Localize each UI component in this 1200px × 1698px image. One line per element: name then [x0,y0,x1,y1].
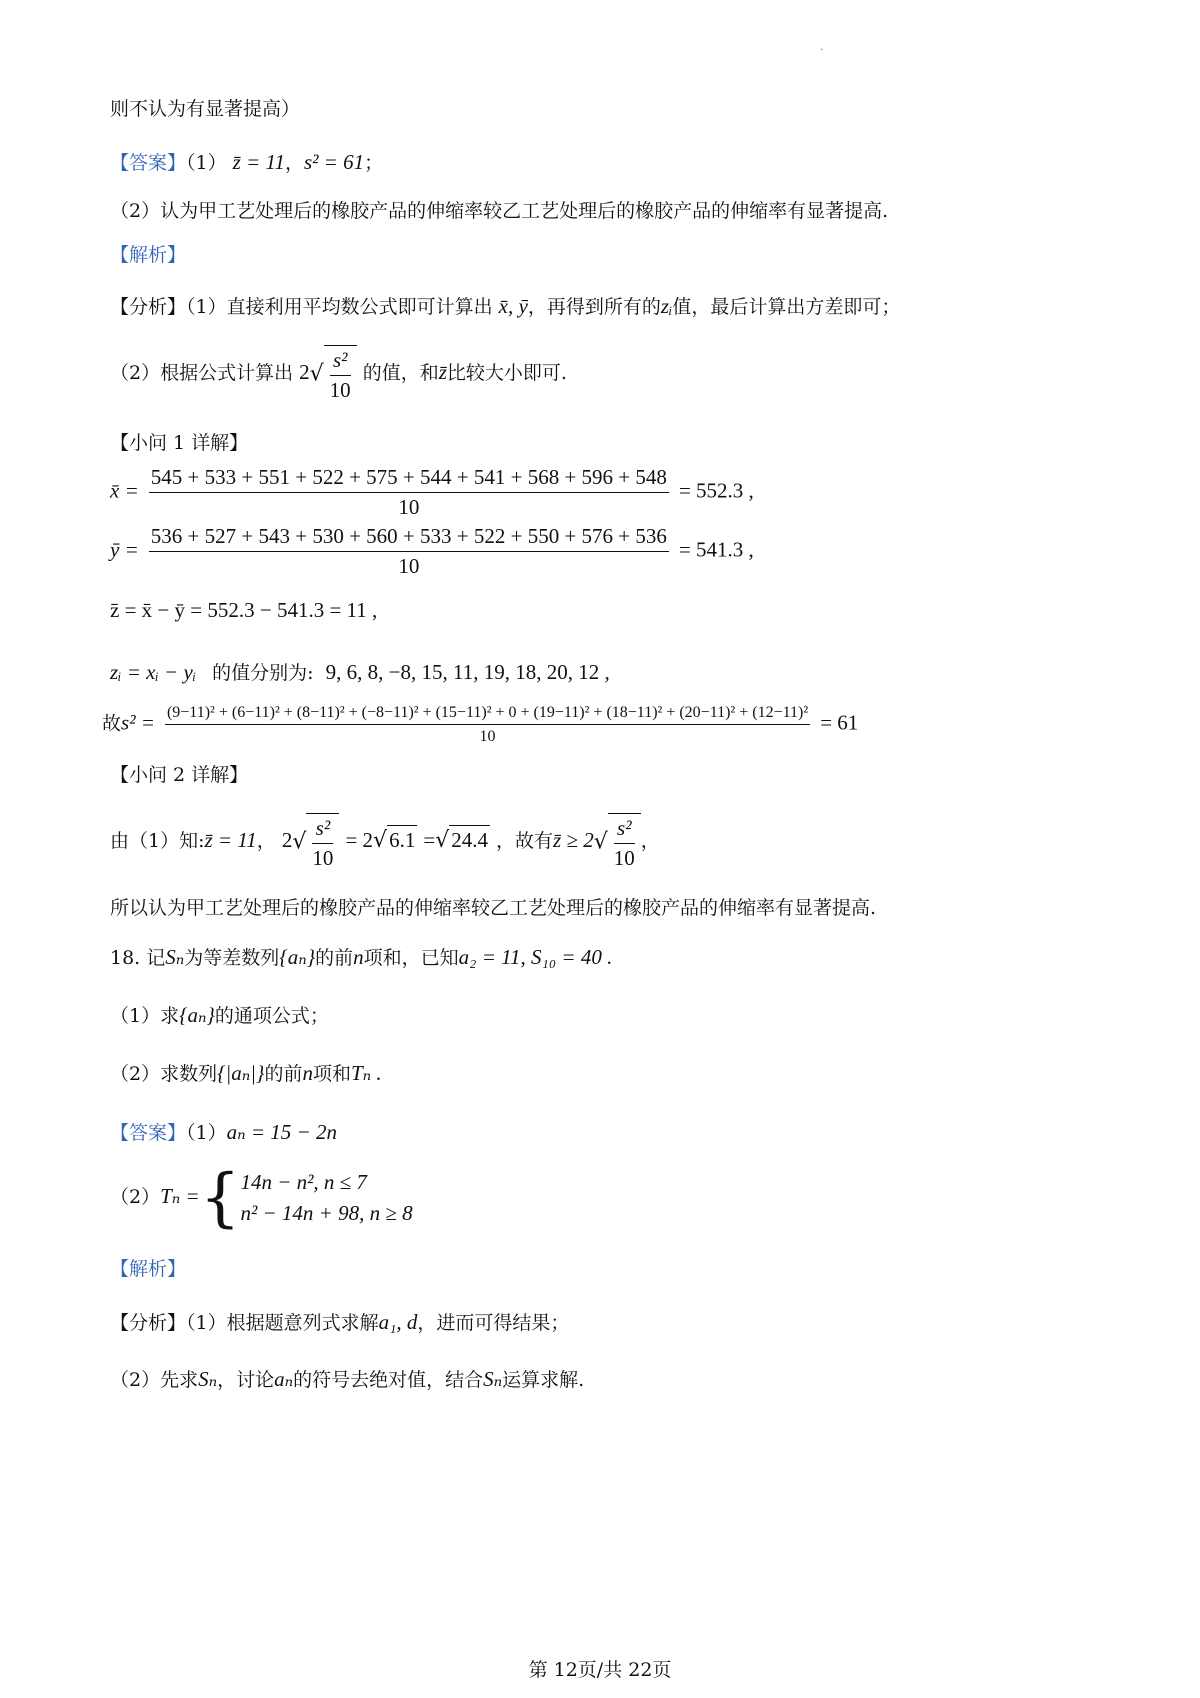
q18-ans2-lhs: Tₙ = [160,1184,200,1208]
q2-eq1: = 2 [345,828,374,853]
analysis-zi: zᵢ [660,294,673,318]
q18-an2-d: 运算求解. [502,1369,585,1391]
q18-an2-sn2: Sₙ [483,1367,503,1391]
jiexi-tag: 【解析】 [110,244,187,266]
analysis-17-line2 [110,345,567,403]
q2-sqrt-1: √ $\frac{\text{s²}}{10}$ [292,813,339,871]
q18-answer-1 [110,1120,337,1145]
q18-an2-a: （2）先求 [110,1369,199,1391]
q1-tag: 【小问 1 详解】 [110,432,249,454]
q18-an2-b: ，讨论 [217,1369,275,1391]
analysis-line2-c: 比较大小即可. [446,362,567,385]
analysis-line1-a: （1）直接利用平均数公式即可计算出 [186,296,493,318]
q18-analysis-2 [110,1367,584,1392]
q18-a: 18. 记 [110,947,166,969]
q18-given: a₂ = 11, S₁₀ = 40 . [458,945,613,969]
q18-an1-vars: a₁, d [378,1310,418,1334]
q2-sep: ， [256,830,276,853]
variance-rhs: = 61 [820,710,859,735]
analysis-tag: 【分析】 [110,296,187,318]
q18-b: 为等差数列 [184,947,280,969]
zi-values: 9, 6, 8, −8, 15, 11, 19, 18, 20, 12 , [325,660,610,684]
q2-num-2: s² [614,816,635,844]
ybar-lhs: ȳ = [110,537,139,562]
q18-sub2-tn: Tₙ . [350,1061,382,1085]
q2-conclusion: 所以认为甲工艺处理后的橡胶产品的伸缩率较乙工艺处理后的橡胶产品的伸缩率有显著提高. [110,897,877,919]
q18-an2-c: 的符号去绝对值，结合 [293,1369,484,1391]
q18-analysis-1 [110,1310,569,1335]
xbar-equation [110,465,754,520]
xbar-lhs: x̄ = [110,478,139,503]
q18-an-set: {aₙ} [279,945,316,969]
q2-zbar: z̄ = 11 [204,828,257,853]
q2-comparison: 由（1）知:z̄ = 11， 2√ $\frac{\text{s²}}{10}$ = 2√6.1 =√24.4 ，故有z̄ ≥ 2√ $\frac{\text{s²}}{10}$ ， [110,813,660,871]
answer-part1-prefix: （1） [186,152,227,174]
q18-answer-2 [110,1161,413,1235]
q2-b: ，故有 [496,830,554,853]
q18-sub2-b: 的前 [264,1063,303,1085]
q2-r1: 6.1 [387,825,417,853]
variance-equation [102,703,858,746]
q18-answer-tag: 【答案】 [110,1122,187,1144]
sqrt-expression: √ $\frac{\text{s²}}{10}$ [310,345,357,403]
analysis-line1-b: ，再得到所有的 [527,296,661,318]
analysis-xy: x̄, ȳ [498,294,528,318]
answer-tag: 【答案】 [110,152,187,174]
q18-an2-sn: Sₙ [198,1367,218,1391]
zi-lhs: zᵢ = xᵢ − yᵢ [110,660,197,684]
analysis-17-line1 [110,294,900,319]
ybar-equation [110,524,754,579]
q2-eq2: = [423,828,436,853]
q2-den: 10 [312,846,334,871]
analysis-coef: 2 [299,360,310,385]
variance-prefix: 故 [102,712,122,735]
q2-r2: 24.4 [449,825,490,853]
q18-jiexi-tag: 【解析】 [110,1258,187,1280]
q18-sub2 [110,1061,382,1086]
xbar-denominator: 10 [398,495,420,520]
answer-17-part2: （2）认为甲工艺处理后的橡胶产品的伸缩率较乙工艺处理后的橡胶产品的伸缩率有显著提高. [110,200,889,222]
q2-den-2: 10 [613,846,635,871]
variance-numerator: (9−11)² + (6−11)² + (8−11)² + (−8−11)² + (15−11)² + 0 + (19−11)² + (18−11)² + (20−11)² + (12−11)² [165,703,810,725]
ybar-numerator: 536 + 527 + 543 + 530 + 560 + 533 + 522 + 550 + 576 + 536 [149,524,669,552]
scan-dot: · [820,45,824,56]
q2-tag: 【小问 2 详解】 [110,764,249,786]
q2-zge: z̄ ≥ 2 [553,828,594,853]
sqrt-num: s² [330,348,351,376]
q18-analysis-tag: 【分析】 [110,1312,187,1334]
q2-coef: 2 [281,828,293,853]
q18-ans1: aₙ = 15 − 2n [226,1120,337,1144]
q18-sub1-a: （1）求 [110,1005,180,1027]
xbar-rhs: = 552.3 , [678,478,754,503]
zi-values-line [110,660,610,685]
left-brace-icon: { [199,1161,241,1235]
q18-sub1-set: {aₙ} [179,1003,215,1027]
sqrt-den: 10 [329,378,351,403]
q18-ans2-prefix: （2） [110,1186,161,1208]
q18-sub2-c: 项和 [312,1063,351,1085]
answer-zbar: z̄ = 11 [232,150,285,174]
analysis-line1-c: 值，最后计算出方差即可； [672,296,901,318]
q18-c: 的前 [315,947,354,969]
q18-sn: Sₙ [165,945,185,969]
xbar-numerator: 545 + 533 + 551 + 522 + 575 + 544 + 541 + 568 + 596 + 548 [149,465,669,493]
q18-statement [110,945,612,970]
answer-17-line1 [110,150,383,175]
page-footer: 第 12页/共 22页 [528,1659,672,1681]
q18-an1-a: （1）根据题意列式求解 [186,1312,379,1334]
variance-lhs: s² = [121,710,155,735]
q18-sub2-a: （2）求数列 [110,1063,218,1085]
q18-sub1-b: 的通项公式； [214,1005,329,1027]
q2-sqrt-2: √ $\frac{\text{s²}}{10}$ [594,813,641,871]
zbar-equation: z̄ = x̄ − ȳ = 552.3 − 541.3 = 11 , [110,598,378,622]
q18-case-2: n² − 14n + 98, n ≥ 8 [240,1201,413,1225]
q18-an1-b: ，进而可得结果； [417,1312,570,1334]
q2-num: s² [312,816,333,844]
q18-sub1 [110,1003,329,1028]
q2-end: ， [640,830,660,853]
top-note: 则不认为有显著提高） [110,98,301,120]
q18-ans1-prefix: （1） [186,1122,227,1144]
analysis-line2-a: （2）根据公式计算出 [110,362,294,385]
variance-denominator: 10 [479,728,496,746]
answer-end: ； [364,152,384,174]
q18-cases [240,1167,412,1230]
q18-case-1: 14n − n², n ≤ 7 [240,1169,367,1194]
q18-n: n [353,945,364,969]
q2-a: 由（1）知: [110,830,205,853]
analysis-line2-b: 的值，和 [362,362,439,385]
ybar-rhs: = 541.3 , [678,537,754,562]
q18-sub2-set: {|aₙ|} [217,1061,265,1085]
answer-sep: ， [284,152,304,174]
ybar-denominator: 10 [398,554,420,579]
analysis-zbar: z̄ [438,360,447,385]
answer-s2: s² = 61 [303,150,365,174]
q18-d: 项和，已知 [363,947,459,969]
zi-mid: 的值分别为: [212,662,314,684]
q18-an2-an: aₙ [274,1367,294,1391]
q18-sub2-n: n [302,1061,313,1085]
